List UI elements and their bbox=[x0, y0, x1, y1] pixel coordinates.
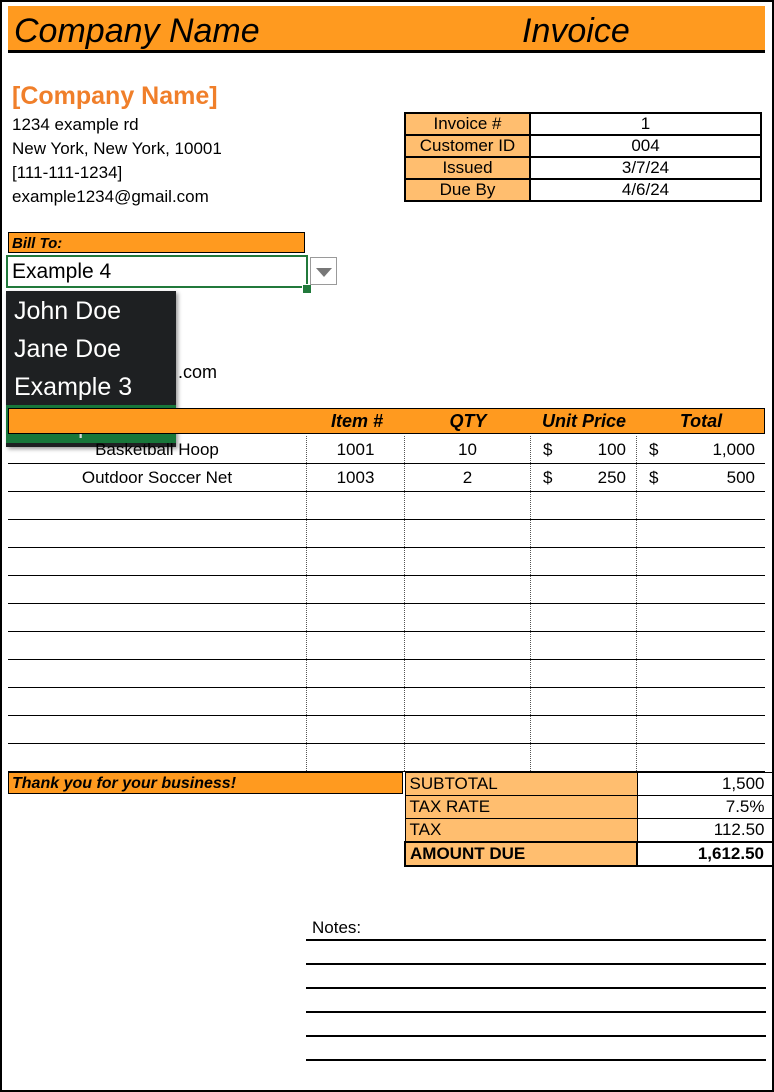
empty-table-row[interactable] bbox=[8, 548, 765, 576]
company-address-line1: 1234 example rd bbox=[12, 115, 139, 134]
total-value: 500 bbox=[726, 468, 755, 487]
tax-label: TAX bbox=[405, 819, 637, 843]
empty-table-row[interactable] bbox=[8, 660, 765, 688]
unit-price-value: 100 bbox=[597, 440, 626, 459]
tax-rate-label: TAX RATE bbox=[405, 796, 637, 819]
meta-label: Invoice # bbox=[405, 113, 530, 135]
thank-you-banner: Thank you for your business! bbox=[8, 772, 403, 794]
empty-table-row[interactable] bbox=[8, 604, 765, 632]
col-header-unit-price: Unit Price bbox=[541, 411, 627, 431]
empty-table-row[interactable] bbox=[8, 632, 765, 660]
unit-price-value: 250 bbox=[597, 468, 626, 487]
company-phone: [111-111-1234] bbox=[12, 163, 123, 182]
dropdown-option-example-3[interactable]: Example 3 bbox=[14, 373, 133, 401]
empty-table-row[interactable] bbox=[8, 492, 765, 520]
notes-label: Notes: bbox=[312, 918, 362, 937]
invoice-number-cell[interactable]: 1 bbox=[530, 113, 761, 135]
meta-label: Due By bbox=[405, 179, 530, 201]
item-unit-price[interactable] bbox=[531, 464, 637, 491]
currency-symbol: $ bbox=[543, 468, 553, 487]
col-header-total: Total bbox=[679, 411, 723, 431]
header-invoice-title: Invoice bbox=[522, 12, 630, 50]
fill-handle[interactable] bbox=[302, 284, 312, 294]
item-total[interactable] bbox=[637, 436, 765, 463]
subtotal-value[interactable]: 1,500 bbox=[637, 773, 773, 796]
line-items-header bbox=[8, 408, 765, 434]
notes-line[interactable] bbox=[306, 1035, 766, 1037]
empty-table-row[interactable] bbox=[8, 576, 765, 604]
empty-table-row[interactable] bbox=[8, 520, 765, 548]
bill-to-selected-cell[interactable]: Example 4 bbox=[6, 255, 308, 288]
empty-table-row[interactable] bbox=[8, 716, 765, 744]
subtotal-label: SUBTOTAL bbox=[405, 773, 637, 796]
table-row bbox=[8, 436, 765, 464]
totals-table bbox=[404, 772, 774, 867]
item-qty[interactable]: 2 bbox=[405, 464, 531, 491]
notes-line[interactable] bbox=[306, 987, 766, 989]
header-company-title: Company Name bbox=[14, 12, 260, 50]
amount-due-value[interactable]: 1,612.50 bbox=[637, 842, 773, 866]
meta-label: Issued bbox=[405, 157, 530, 179]
dropdown-arrow-button[interactable] bbox=[310, 257, 337, 285]
due-date-cell[interactable]: 4/6/24 bbox=[530, 179, 761, 201]
company-name: [Company Name] bbox=[12, 82, 218, 110]
company-email: example1234@gmail.com bbox=[12, 187, 209, 206]
currency-symbol: $ bbox=[649, 440, 659, 459]
item-number[interactable]: 1001 bbox=[307, 436, 405, 463]
item-desc[interactable]: Basketball Hoop bbox=[8, 436, 307, 463]
dropdown-option-jane-doe[interactable]: Jane Doe bbox=[14, 335, 122, 363]
bill-to-label: Bill To: bbox=[8, 232, 305, 253]
item-total[interactable] bbox=[637, 464, 765, 491]
item-number[interactable]: 1003 bbox=[307, 464, 405, 491]
col-header-item: Item # bbox=[330, 411, 384, 431]
tax-rate-value[interactable]: 7.5% bbox=[637, 796, 773, 819]
notes-line[interactable] bbox=[306, 1011, 766, 1013]
header-band bbox=[8, 6, 765, 53]
company-address-line2: New York, New York, 10001 bbox=[12, 139, 222, 158]
tax-value[interactable]: 112.50 bbox=[637, 819, 773, 843]
amount-due-label: AMOUNT DUE bbox=[405, 842, 637, 866]
empty-table-row[interactable] bbox=[8, 744, 765, 772]
notes-line[interactable] bbox=[306, 939, 766, 941]
currency-symbol: $ bbox=[543, 440, 553, 459]
empty-table-row[interactable] bbox=[8, 688, 765, 716]
invoice-meta-table bbox=[404, 112, 762, 202]
issued-date-cell[interactable]: 3/7/24 bbox=[530, 157, 761, 179]
currency-symbol: $ bbox=[649, 468, 659, 487]
table-row bbox=[8, 464, 765, 492]
item-unit-price[interactable] bbox=[531, 436, 637, 463]
item-qty[interactable]: 10 bbox=[405, 436, 531, 463]
customer-id-cell[interactable]: 004 bbox=[530, 135, 761, 157]
total-value: 1,000 bbox=[712, 440, 755, 459]
bill-to-email-fragment: .com bbox=[178, 362, 218, 382]
notes-line[interactable] bbox=[306, 963, 766, 965]
item-desc[interactable]: Outdoor Soccer Net bbox=[8, 464, 307, 491]
dropdown-option-john-doe[interactable]: John Doe bbox=[14, 297, 122, 325]
col-header-qty: QTY bbox=[449, 411, 487, 431]
meta-label: Customer ID bbox=[405, 135, 530, 157]
notes-line[interactable] bbox=[306, 1059, 766, 1061]
